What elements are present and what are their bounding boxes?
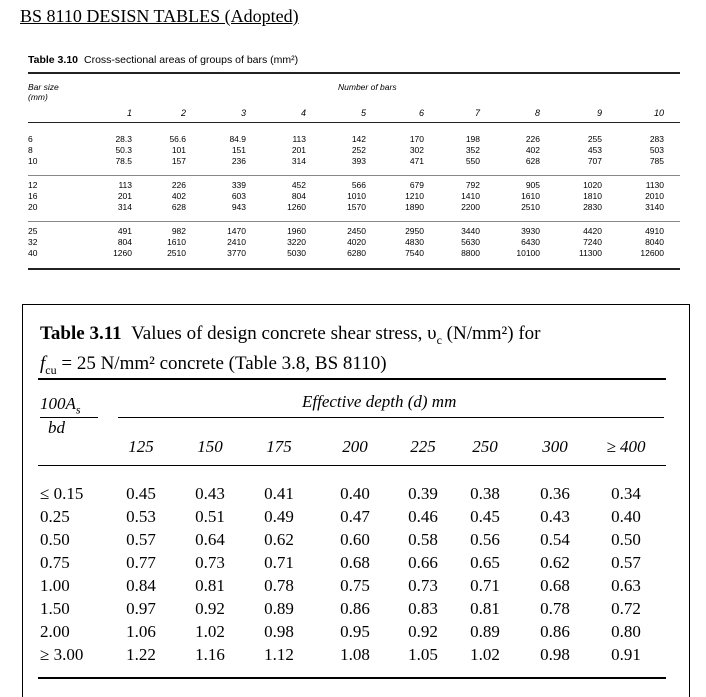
table-3-10-cell: 113: [292, 134, 306, 144]
table-3-11-cell: 0.64: [195, 530, 225, 549]
table-3-10-cell: 226: [525, 134, 540, 144]
table-3-10-col-header: 10: [653, 108, 664, 118]
table-3-11-header-rule: [38, 465, 666, 466]
table-3-11-cell: 0.83: [408, 599, 438, 618]
table-3-10-cell: 8800: [461, 248, 480, 258]
table-3-10-cell: 198: [465, 134, 480, 144]
table-3-10-cell: 252: [351, 145, 366, 155]
table-3-11-row-label: 0.50: [40, 530, 70, 549]
number-of-bars-label: Number of bars: [338, 82, 397, 92]
table-3-10-cell: 1570: [347, 202, 366, 212]
table-3-11-cell: 0.62: [540, 553, 570, 572]
table-3-10-cell: 393: [351, 156, 366, 166]
table-3-11-cell: 0.62: [264, 530, 294, 549]
table-3-11-cell: 0.39: [408, 484, 438, 503]
table-3-10-cell: 170: [409, 134, 424, 144]
table-3-10-cell: 1890: [405, 202, 424, 212]
table-3-11-cell: 0.45: [470, 507, 500, 526]
table-3-10-col-header: 2: [180, 108, 186, 118]
table-3-11-cell: 0.71: [264, 553, 294, 572]
table-3-10-cell: 471: [409, 156, 424, 166]
table-3-10-cell: 1960: [287, 226, 306, 236]
table-3-11-row-label: 1.50: [40, 599, 70, 618]
table-3-10-cell: 2010: [645, 191, 664, 201]
table-3-10-col-header: 9: [596, 108, 602, 118]
table-3-11-cell: 0.78: [264, 576, 294, 595]
table-3-10-cell: 503: [649, 145, 664, 155]
table-3-11-cell: 0.71: [470, 576, 500, 595]
table-3-10-cell: 566: [351, 180, 366, 190]
bar-size-label: Bar size: [28, 82, 59, 92]
table-3-11-cell: 0.78: [540, 599, 570, 618]
table-3-10-cell: 1470: [227, 226, 246, 236]
table-3-10-cell: 905: [525, 180, 540, 190]
table-3-10-cell: 11300: [578, 248, 602, 258]
table-3-10-cell: 50.3: [115, 145, 132, 155]
table-3-10-cell: 785: [649, 156, 664, 166]
table-3-11-cell: 0.36: [540, 484, 570, 503]
table-3-10-bottom-rule: [28, 268, 680, 270]
table-3-10-cell: 12600: [640, 248, 664, 258]
table-3-10-cell: 943: [231, 202, 246, 212]
table-3-10-col-header: 7: [474, 108, 480, 118]
table-3-11-cell: 0.89: [264, 599, 294, 618]
table-3-10-cell: 2830: [583, 202, 602, 212]
ratio-numerator-sub: s: [75, 402, 81, 417]
table-3-11-cell: 0.34: [611, 484, 641, 503]
table-3-11-cell: 1.12: [264, 645, 294, 664]
table-3-10-cell: 452: [291, 180, 306, 190]
table-3-11-col-header: 200: [342, 437, 368, 456]
table-3-10-cell: 1210: [405, 191, 424, 201]
table-3-10-group-rule: [28, 175, 680, 176]
table-3-10-cell: 201: [117, 191, 132, 201]
table-3-11-cell: 0.43: [540, 507, 570, 526]
table-3-11-row-label: ≤ 0.15: [40, 484, 84, 503]
table-3-10-cell: 283: [649, 134, 664, 144]
table-3-11-cell: 0.56: [470, 530, 500, 549]
table-3-10-cell: 3220: [287, 237, 306, 247]
table-3-10-cell: 1130: [645, 180, 664, 190]
table-3-11-cell: 0.98: [264, 622, 294, 641]
table-3-10-cell: 6430: [521, 237, 540, 247]
table-3-10-cell: 1610: [521, 191, 540, 201]
table-3-11-cell: 0.66: [408, 553, 438, 572]
table-3-11-cell: 0.50: [611, 530, 641, 549]
table-3-10-row-label: 25: [28, 226, 38, 236]
table-3-11-cell: 0.68: [540, 576, 570, 595]
table-3-11-cell: 0.98: [540, 645, 570, 664]
table-3-11-cell: 1.06: [126, 622, 156, 641]
table-3-10-row-label: 16: [28, 191, 38, 201]
table-3-11-cell: 0.40: [340, 484, 370, 503]
table-3-10-cell: 402: [525, 145, 540, 155]
table-3-10-row-label: 6: [28, 134, 33, 144]
table-3-10-cell: 628: [171, 202, 186, 212]
table-3-11-cell: 0.58: [408, 530, 438, 549]
table-3-10-row-label: 20: [28, 202, 38, 212]
table-3-10-row-label: 10: [28, 156, 38, 166]
table-3-10: [28, 52, 680, 258]
ratio-numerator-text: 100A: [40, 394, 76, 413]
table-3-10-cell: 7240: [583, 237, 602, 247]
table-3-10-top-rule: [28, 72, 680, 74]
table-3-11-cell: 0.91: [611, 645, 641, 664]
table-3-11-cell: 0.77: [126, 553, 156, 572]
table-3-10-header-rule: [28, 122, 680, 123]
table-3-11-cell: 0.60: [340, 530, 370, 549]
table-3-10-label: Table 3.10: [28, 54, 78, 66]
table-3-11-cell: 0.46: [408, 507, 438, 526]
fcu-symbol: f: [40, 352, 46, 374]
table-3-11-cell: 0.63: [611, 576, 641, 595]
table-3-10-cell: 3140: [645, 202, 664, 212]
table-3-10-cell: 142: [351, 134, 366, 144]
table-3-10-col-header: 4: [300, 108, 306, 118]
table-3-10-cell: 3930: [521, 226, 540, 236]
title-subscript: c: [436, 332, 442, 347]
table-3-10-cell: 2950: [405, 226, 424, 236]
table-3-11-cell: 1.02: [470, 645, 500, 664]
table-3-10-cell: 255: [587, 134, 602, 144]
table-3-11-col-header: 150: [197, 437, 223, 456]
table-3-11-row-label: 1.00: [40, 576, 70, 595]
table-3-10-cell: 1810: [583, 191, 602, 201]
table-3-11-cell: 1.16: [195, 645, 225, 664]
table-3-10-cell: 56.6: [169, 134, 186, 144]
table-3-11-cell: 0.41: [264, 484, 294, 503]
table-3-11-cell: 0.89: [470, 622, 500, 641]
table-3-10-cell: 1410: [461, 191, 480, 201]
bar-size-unit: (mm): [28, 92, 48, 102]
title-unit: (N/mm²) for: [446, 323, 541, 344]
table-3-10-cell: 6280: [347, 248, 366, 258]
table-3-10-cell: 226: [171, 180, 186, 190]
table-3-10-cell: 8040: [645, 237, 664, 247]
table-3-10-cell: 804: [117, 237, 132, 247]
table-3-11-cell: 1.22: [126, 645, 156, 664]
ratio-numerator: [40, 394, 81, 417]
table-3-11-col-header: 300: [542, 437, 568, 456]
table-3-11-title: [40, 322, 660, 382]
table-3-10-cell: 314: [291, 156, 306, 166]
table-3-11-cell: 0.53: [126, 507, 156, 526]
table-3-11-cell: 0.95: [340, 622, 370, 641]
table-3-10-cell: 3440: [461, 226, 480, 236]
table-3-10-cell: 804: [291, 191, 306, 201]
table-3-10-cell: 1020: [583, 180, 602, 190]
table-3-10-col-header: 5: [360, 108, 366, 118]
table-3-11-top-rule: [38, 378, 666, 380]
table-3-10-cell: 101: [171, 145, 186, 155]
table-3-11-row-label: ≥ 3.00: [40, 645, 84, 664]
table-3-11-cell: 0.73: [408, 576, 438, 595]
table-3-10-row-label: 12: [28, 180, 38, 190]
table-3-11-cell: 0.68: [340, 553, 370, 572]
table-3-11-cell: 0.75: [340, 576, 370, 595]
table-3-11-cell: 1.02: [195, 622, 225, 641]
table-3-11-col-header: 125: [128, 437, 154, 456]
table-3-10-cell: 792: [465, 180, 480, 190]
table-3-10-cell: 679: [409, 180, 424, 190]
table-3-10-cell: 628: [525, 156, 540, 166]
table-3-11-cell: 0.92: [195, 599, 225, 618]
table-3-10-cell: 7540: [405, 248, 424, 258]
table-3-10-cell: 982: [171, 226, 186, 236]
table-3-10-cell: 10100: [516, 248, 540, 258]
table-3-11-cell: 0.97: [126, 599, 156, 618]
table-3-10-cell: 4420: [583, 226, 602, 236]
table-3-11-col-header: 250: [472, 437, 498, 456]
table-3-10-cell: 1610: [167, 237, 186, 247]
table-3-11-cell: 0.43: [195, 484, 225, 503]
table-3-11-cell: 0.38: [470, 484, 500, 503]
table-3-11-cell: 0.57: [126, 530, 156, 549]
table-3-11-cell: 0.65: [470, 553, 500, 572]
table-3-10-cell: 5030: [287, 248, 306, 258]
title-line2: = 25 N/mm² concrete (Table 3.8, BS 8110): [61, 352, 387, 374]
table-3-10-cell: 157: [171, 156, 186, 166]
table-3-10-cell: 5630: [461, 237, 480, 247]
table-3-11-col-header: 225: [410, 437, 436, 456]
table-3-10-cell: 1260: [113, 248, 132, 258]
table-3-11-bottom-rule: [38, 677, 666, 679]
table-3-10-cell: 2450: [347, 226, 366, 236]
table-3-10-cell: 2200: [461, 202, 480, 212]
fcu-subscript: cu: [45, 362, 57, 377]
table-3-10-cell: 339: [231, 180, 246, 190]
table-3-11-cell: 0.86: [540, 622, 570, 641]
table-3-10-cell: 314: [117, 202, 132, 212]
table-3-11-cell: 1.05: [408, 645, 438, 664]
table-3-11-cell: 0.80: [611, 622, 641, 641]
table-3-11-cell: 0.51: [195, 507, 225, 526]
ratio-denominator: bd: [48, 418, 65, 437]
table-3-11-cell: 0.54: [540, 530, 570, 549]
table-3-10-cell: 491: [117, 226, 132, 236]
table-3-10-cell: 3770: [227, 248, 246, 258]
table-3-10-cell: 550: [465, 156, 480, 166]
page-heading: BS 8110 DESISN TABLES (Adopted): [20, 6, 299, 26]
table-3-10-cell: 2410: [227, 237, 246, 247]
table-3-10-cell: 2510: [521, 202, 540, 212]
table-3-10-cell: 4830: [405, 237, 424, 247]
table-3-11-cell: 0.81: [470, 599, 500, 618]
table-3-10-cell: 4020: [347, 237, 366, 247]
table-3-10-row-label: 8: [28, 145, 33, 155]
table-3-11-row-label: 0.25: [40, 507, 70, 526]
table-3-10-cell: 201: [291, 145, 306, 155]
table-3-10-cell: 302: [409, 145, 424, 155]
table-3-10-col-header: 1: [126, 108, 132, 118]
effective-depth-rule: [118, 417, 664, 418]
table-3-10-cell: 707: [587, 156, 602, 166]
table-3-10-cell: 352: [465, 145, 480, 155]
table-3-11-cell: 0.49: [264, 507, 294, 526]
table-3-11-col-header: ≥ 400: [606, 437, 646, 456]
table-3-10-cell: 78.5: [115, 156, 132, 166]
table-3-11-row-label: 2.00: [40, 622, 70, 641]
table-3-11-cell: 0.73: [195, 553, 225, 572]
table-3-11-cell: 0.45: [126, 484, 156, 503]
table-3-10-cell: 4910: [645, 226, 664, 236]
table-3-10-row-label: 32: [28, 237, 38, 247]
table-3-10-cell: 151: [231, 145, 246, 155]
table-3-11-cell: 0.92: [408, 622, 438, 641]
table-3-10-cell: 2510: [167, 248, 186, 258]
table-3-11-cell: 0.81: [195, 576, 225, 595]
table-3-10-group-rule: [28, 221, 680, 222]
table-3-11-row-label: 0.75: [40, 553, 70, 572]
table-3-11-cell: 1.08: [340, 645, 370, 664]
table-3-10-cell: 28.3: [115, 134, 132, 144]
table-3-10-cell: 453: [587, 145, 602, 155]
table-3-10-cell: 402: [171, 191, 186, 201]
table-3-11-cell: 0.84: [126, 576, 156, 595]
table-3-11-cell: 0.40: [611, 507, 641, 526]
table-3-11-col-header: 175: [266, 437, 292, 456]
table-3-11-cell: 0.57: [611, 553, 641, 572]
table-3-10-cell: 603: [231, 191, 246, 201]
table-3-10-col-header: 6: [418, 108, 424, 118]
table-3-11-cell: 0.47: [340, 507, 370, 526]
table-3-11-label: Table 3.11: [40, 323, 122, 344]
table-3-11-cell: 0.72: [611, 599, 641, 618]
table-3-10-cell: 1260: [287, 202, 306, 212]
table-3-10-cell: 1010: [347, 191, 366, 201]
table-3-10-col-header: 3: [240, 108, 246, 118]
table-3-10-cell: 236: [231, 156, 246, 166]
table-3-10-col-header: 8: [534, 108, 540, 118]
table-3-10-caption-text: Cross-sectional areas of groups of bars (mm²): [84, 54, 299, 66]
table-3-10-row-label: 40: [28, 248, 38, 258]
table-3-11-title-text: Values of design concrete shear stress, υ: [131, 323, 437, 344]
table-3-11-cell: 0.86: [340, 599, 370, 618]
table-3-10-caption: [28, 52, 680, 68]
table-3-10-cell: 113: [118, 180, 132, 190]
table-3-10-cell: 84.9: [229, 134, 246, 144]
effective-depth-label: Effective depth (d) mm: [302, 392, 457, 411]
